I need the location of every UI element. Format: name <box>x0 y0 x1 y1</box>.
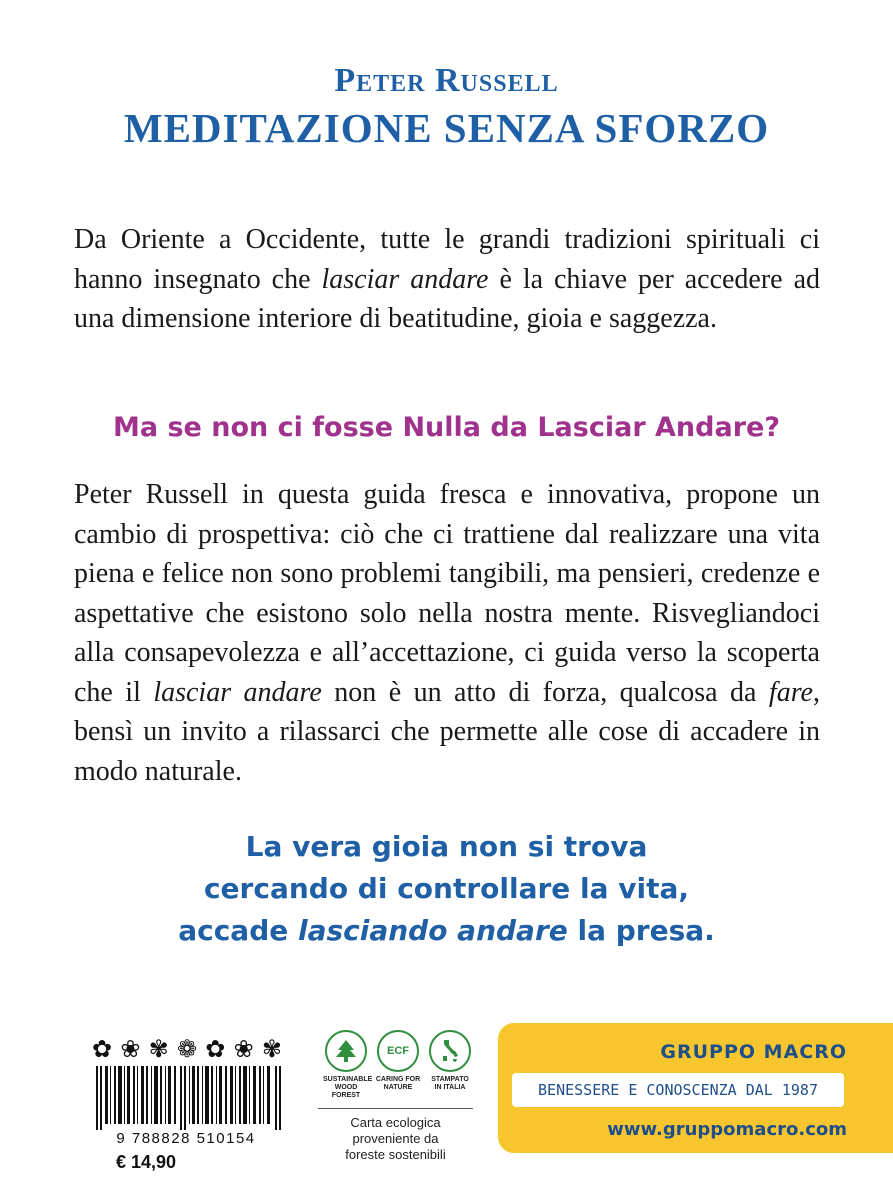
publisher-website[interactable]: www.gruppomacro.com <box>607 1119 847 1140</box>
divider <box>318 1108 473 1109</box>
barcode-block <box>86 1036 286 1186</box>
publisher-banner <box>498 1023 893 1153</box>
desc-italic-1: lasciar andare <box>153 676 322 708</box>
quote-line-3 <box>0 910 893 952</box>
eco-text-line: proveniente da <box>352 1131 439 1146</box>
eco-item-wood <box>323 1030 373 1100</box>
publisher-tagline: BENESSERE E CONOSCENZA DAL 1987 <box>538 1081 818 1099</box>
intro-text-1: Da Oriente a Occidente, tutte le grandi tradizioni spirituali ci hanno insegnato che <box>74 224 820 295</box>
eco-certifications <box>318 1030 478 1180</box>
tagline-box <box>512 1073 844 1107</box>
quote-line-3-a: accade <box>178 914 298 947</box>
publisher-brand: GRUPPO MACRO <box>660 1041 847 1063</box>
barcode-icon <box>96 1066 282 1130</box>
quote-line-3-italic: lasciando andare <box>297 914 568 947</box>
eco-label: CARING FOR <box>375 1076 421 1083</box>
intro-text-2: è la chiave per accedere ad una dimensione interiore di beatitudine, gioia e saggezza. <box>74 263 820 334</box>
eco-label: WOOD FOREST <box>331 1084 361 1099</box>
highlight-question: Ma se non ci fosse Nulla da Lasciar Andare? <box>112 412 780 443</box>
flower-icon: ✾ <box>148 1037 169 1063</box>
eco-label: NATURE <box>383 1084 413 1091</box>
isbn-number: 9 788828 510154 <box>116 1130 256 1147</box>
flower-icon: ❁ <box>176 1037 198 1063</box>
desc-italic-2: fare <box>768 676 813 708</box>
flower-icon: ✿ <box>92 1037 113 1063</box>
ecf-symbol: ECF <box>387 1045 409 1057</box>
description-paragraph <box>74 475 820 791</box>
desc-text-3: , bensì un invito a rilassarci che permette alle cose di accadere in modo naturale. <box>74 676 820 787</box>
quote-line-2: cercando di controllare la vita, <box>203 872 690 905</box>
intro-italic-1: lasciar andare <box>321 263 489 295</box>
desc-text-1: Peter Russell in questa guida fresca e innovativa, propone un cambio di prospettiva: ciò che ci trattiene dal realizzare una vita piena e felice non sono problemi tangibili, ma pensieri, credenze e aspettative che esistono solo nella nostra mente. Risvegliandoci alla consapevolezza e all’accettazione, ci guida verso la scoperta che il <box>74 479 820 708</box>
tree-icon <box>325 1030 367 1072</box>
flower-icon: ✾ <box>261 1037 282 1063</box>
intro-paragraph <box>74 220 820 339</box>
flower-icon: ❀ <box>120 1037 141 1063</box>
eco-item-italy <box>427 1030 473 1100</box>
author-name: Peter Russell <box>334 62 559 99</box>
closing-quote <box>0 826 893 952</box>
flower-icon: ✿ <box>205 1037 226 1063</box>
italy-map-icon <box>429 1030 471 1072</box>
ecf-icon <box>377 1030 419 1072</box>
eco-label: STAMPATO <box>431 1076 469 1083</box>
eco-label: IN ITALIA <box>434 1084 466 1091</box>
eco-text-line: Carta ecologica <box>350 1115 441 1130</box>
eco-text-line: foreste sostenibili <box>345 1147 446 1162</box>
eco-label: SUSTAINABLE <box>323 1076 373 1083</box>
flower-icons <box>92 1036 282 1064</box>
quote-line-1: La vera gioia non si trova <box>245 830 648 863</box>
flower-icon: ❀ <box>233 1037 254 1063</box>
eco-paper-text <box>318 1115 473 1163</box>
book-title: MEDITAZIONE SENZA SFORZO <box>123 105 770 151</box>
quote-line-3-b: la presa. <box>567 914 715 947</box>
price-label: € 14,90 <box>116 1152 177 1172</box>
eco-item-ecf <box>375 1030 421 1100</box>
desc-text-2: non è un atto di forza, qualcosa da <box>321 676 769 708</box>
